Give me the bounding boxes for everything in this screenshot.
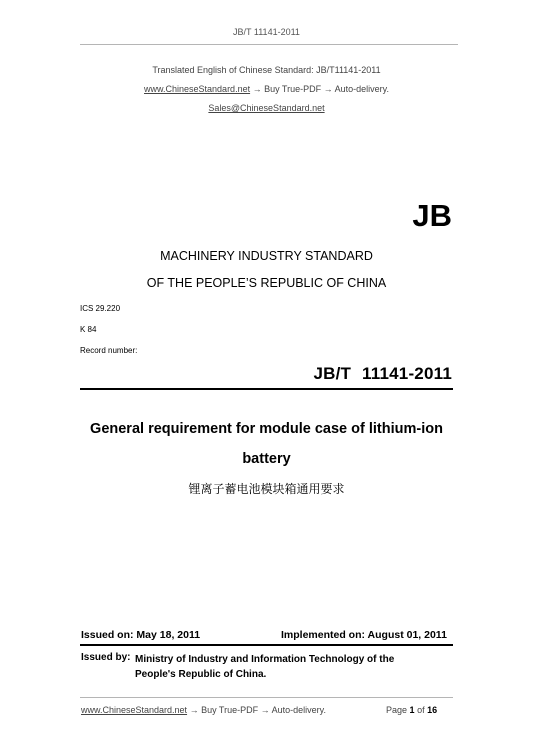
email-line bbox=[0, 103, 533, 113]
code-divider bbox=[80, 388, 453, 390]
issued-by-value bbox=[135, 652, 435, 682]
translation-note: Translated English of Chinese Standard: JB/T11141-2011 bbox=[152, 65, 381, 75]
title-en-line2: battery bbox=[242, 451, 291, 467]
running-header: JB/T 11141-2011 bbox=[233, 27, 300, 37]
issued-by-line1: Ministry of Industry and Information Technology of the bbox=[135, 654, 395, 665]
issued-on: Issued on: May 18, 2011 bbox=[81, 629, 201, 641]
implemented-on: Implemented on: August 01, 2011 bbox=[281, 629, 447, 641]
standard-code: JB/T 11141-2011 bbox=[313, 364, 452, 383]
page-indicator bbox=[386, 705, 437, 715]
title-en-line1: General requirement for module case of lithium-ion bbox=[90, 421, 443, 437]
purchase-line bbox=[0, 84, 533, 94]
record-number: Record number: bbox=[80, 346, 138, 355]
dates-divider bbox=[80, 644, 453, 646]
jb-logo: JB bbox=[412, 198, 452, 233]
of-word: of bbox=[417, 705, 425, 715]
issued-by-line2: People's Republic of China. bbox=[135, 669, 267, 680]
site-link[interactable]: www.ChineseStandard.net bbox=[144, 84, 251, 94]
footer-purchase bbox=[81, 705, 326, 715]
page-total: 16 bbox=[427, 705, 438, 715]
page-word: Page bbox=[386, 705, 408, 715]
footer-divider bbox=[80, 697, 453, 698]
issued-by-label: Issued by: bbox=[81, 652, 131, 663]
k-code: K 84 bbox=[80, 325, 97, 334]
footer-purchase-text: → Buy True-PDF → Auto-delivery. bbox=[187, 705, 326, 715]
page-number: 1 bbox=[409, 705, 415, 715]
purchase-text: → Buy True-PDF → Auto-delivery. bbox=[250, 84, 389, 94]
ics-code: ICS 29.220 bbox=[80, 304, 121, 313]
header-divider bbox=[80, 44, 458, 45]
email-link[interactable]: Sales@ChineseStandard.net bbox=[208, 103, 325, 113]
title-cn: 锂离子蓄电池模块箱通用要求 bbox=[188, 482, 345, 496]
standard-type-line2: OF THE PEOPLE’S REPUBLIC OF CHINA bbox=[146, 276, 387, 290]
standard-type-line1: MACHINERY INDUSTRY STANDARD bbox=[160, 249, 373, 263]
footer-site-link[interactable]: www.ChineseStandard.net bbox=[81, 705, 188, 715]
